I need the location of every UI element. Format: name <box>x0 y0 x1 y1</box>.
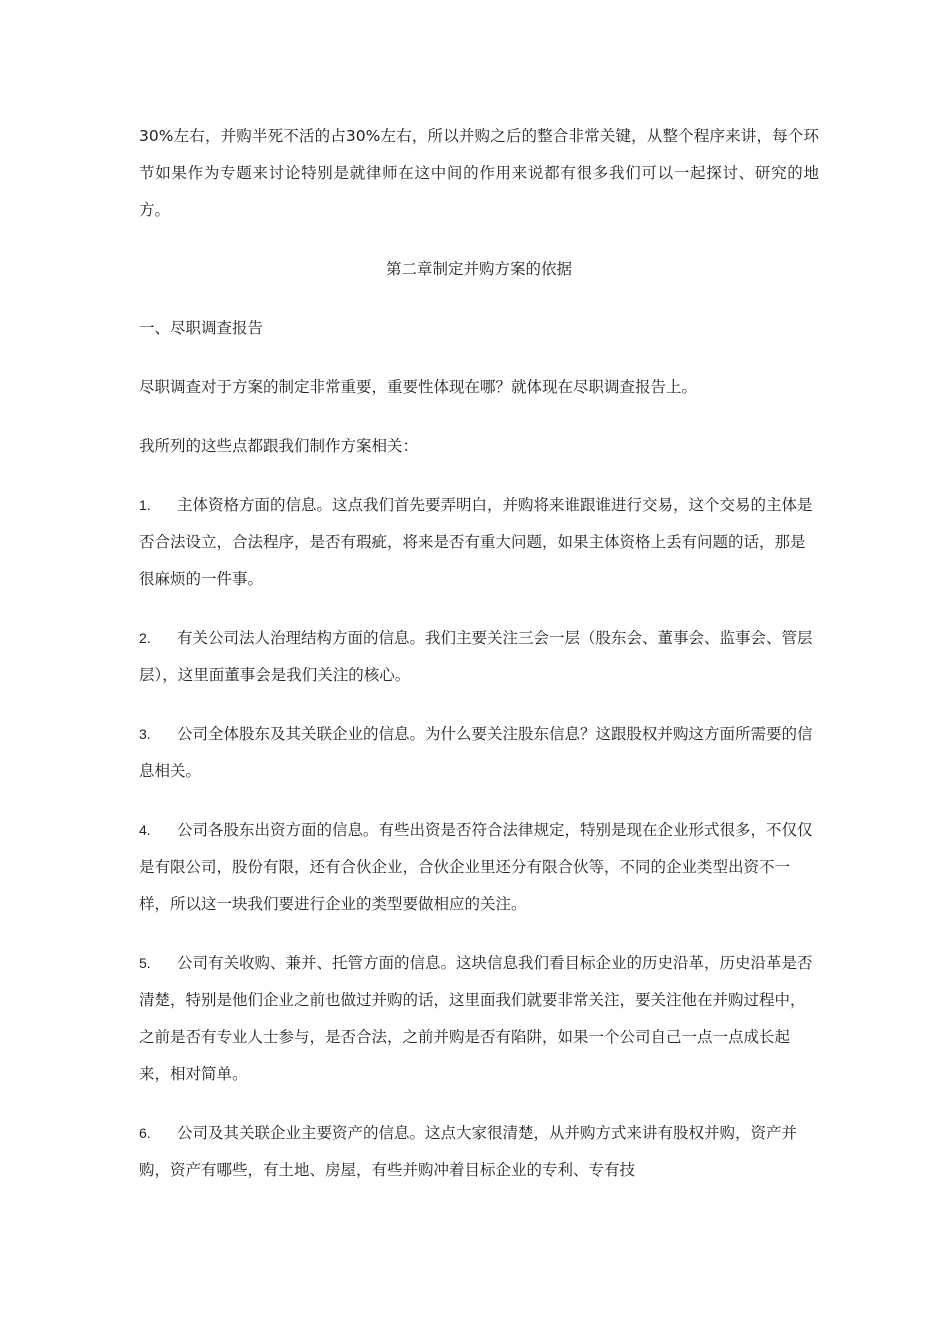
list-item-text: 公司全体股东及其关联企业的信息。为什么要关注股东信息？这跟股权并购这方面所需要的信息相关。 <box>139 725 813 780</box>
document-page <box>139 118 819 1211</box>
list-item-text: 公司各股东出资方面的信息。有些出资是否符合法律规定，特别是现在企业形式很多，不仅仅是有限公司，股份有限，还有合伙企业，合伙企业里还分有限合伙等，不同的企业类型出资不一样，所以这一块我们要进行企业的类型要做相应的关注。 <box>139 821 813 913</box>
list-item-text: 公司及其关联企业主要资产的信息。这点大家很清楚，从并购方式来讲有股权并购，资产并购，资产有哪些，有土地、房屋，有些并购冲着目标企业的专利、专有技 <box>139 1124 798 1179</box>
intro-paragraph: 30%左右，并购半死不活的占30%左右，所以并购之后的整合非常关键，从整个程序来讲，每个环节如果作为专题来讨论特别是就律师在这中间的作用来说都有很多我们可以一起探讨、研究的地方。 <box>139 127 819 219</box>
list-item-number: 1. <box>139 497 151 513</box>
list-item-number: 4. <box>139 822 151 838</box>
list-item <box>139 1115 819 1189</box>
list-item <box>139 716 819 790</box>
list-intro-paragraph: 我所列的这些点都跟我们制作方案相关： <box>139 437 419 455</box>
list-item <box>139 945 819 1093</box>
list-item <box>139 620 819 694</box>
section-title: 一、尽职调查报告 <box>139 319 264 337</box>
list-item-text: 主体资格方面的信息。这点我们首先要弄明白，并购将来谁跟谁进行交易，这个交易的主体是否合法设立，合法程序，是否有瑕疵，将来是否有重大问题，如果主体资格上丢有问题的话，那是很麻烦的一件事。 <box>139 496 813 588</box>
list-item <box>139 487 819 598</box>
importance-paragraph: 尽职调查对于方案的制定非常重要，重要性体现在哪？就体现在尽职调查报告上。 <box>139 378 698 396</box>
chapter-title: 第二章制定并购方案的依据 <box>385 260 572 278</box>
list-item-number: 6. <box>139 1125 151 1141</box>
list-item-text: 有关公司法人治理结构方面的信息。我们主要关注三会一层（股东会、董事会、监事会、管层层），这里面董事会是我们关注的核心。 <box>139 629 813 684</box>
list-item <box>139 812 819 923</box>
list-item-text: 公司有关收购、兼并、托管方面的信息。这块信息我们看目标企业的历史沿革，历史沿革是否清楚，特别是他们企业之前也做过并购的话，这里面我们就要非常关注，要关注他在并购过程中，之前是否有专业人士参与，是否合法，之前并购是否有陷阱，如果一个公司自己一点一点成长起来，相对简单。 <box>139 954 813 1083</box>
list-item-number: 5. <box>139 955 151 971</box>
info-list <box>139 487 819 1189</box>
list-item-number: 2. <box>139 630 151 646</box>
list-item-number: 3. <box>139 726 151 742</box>
